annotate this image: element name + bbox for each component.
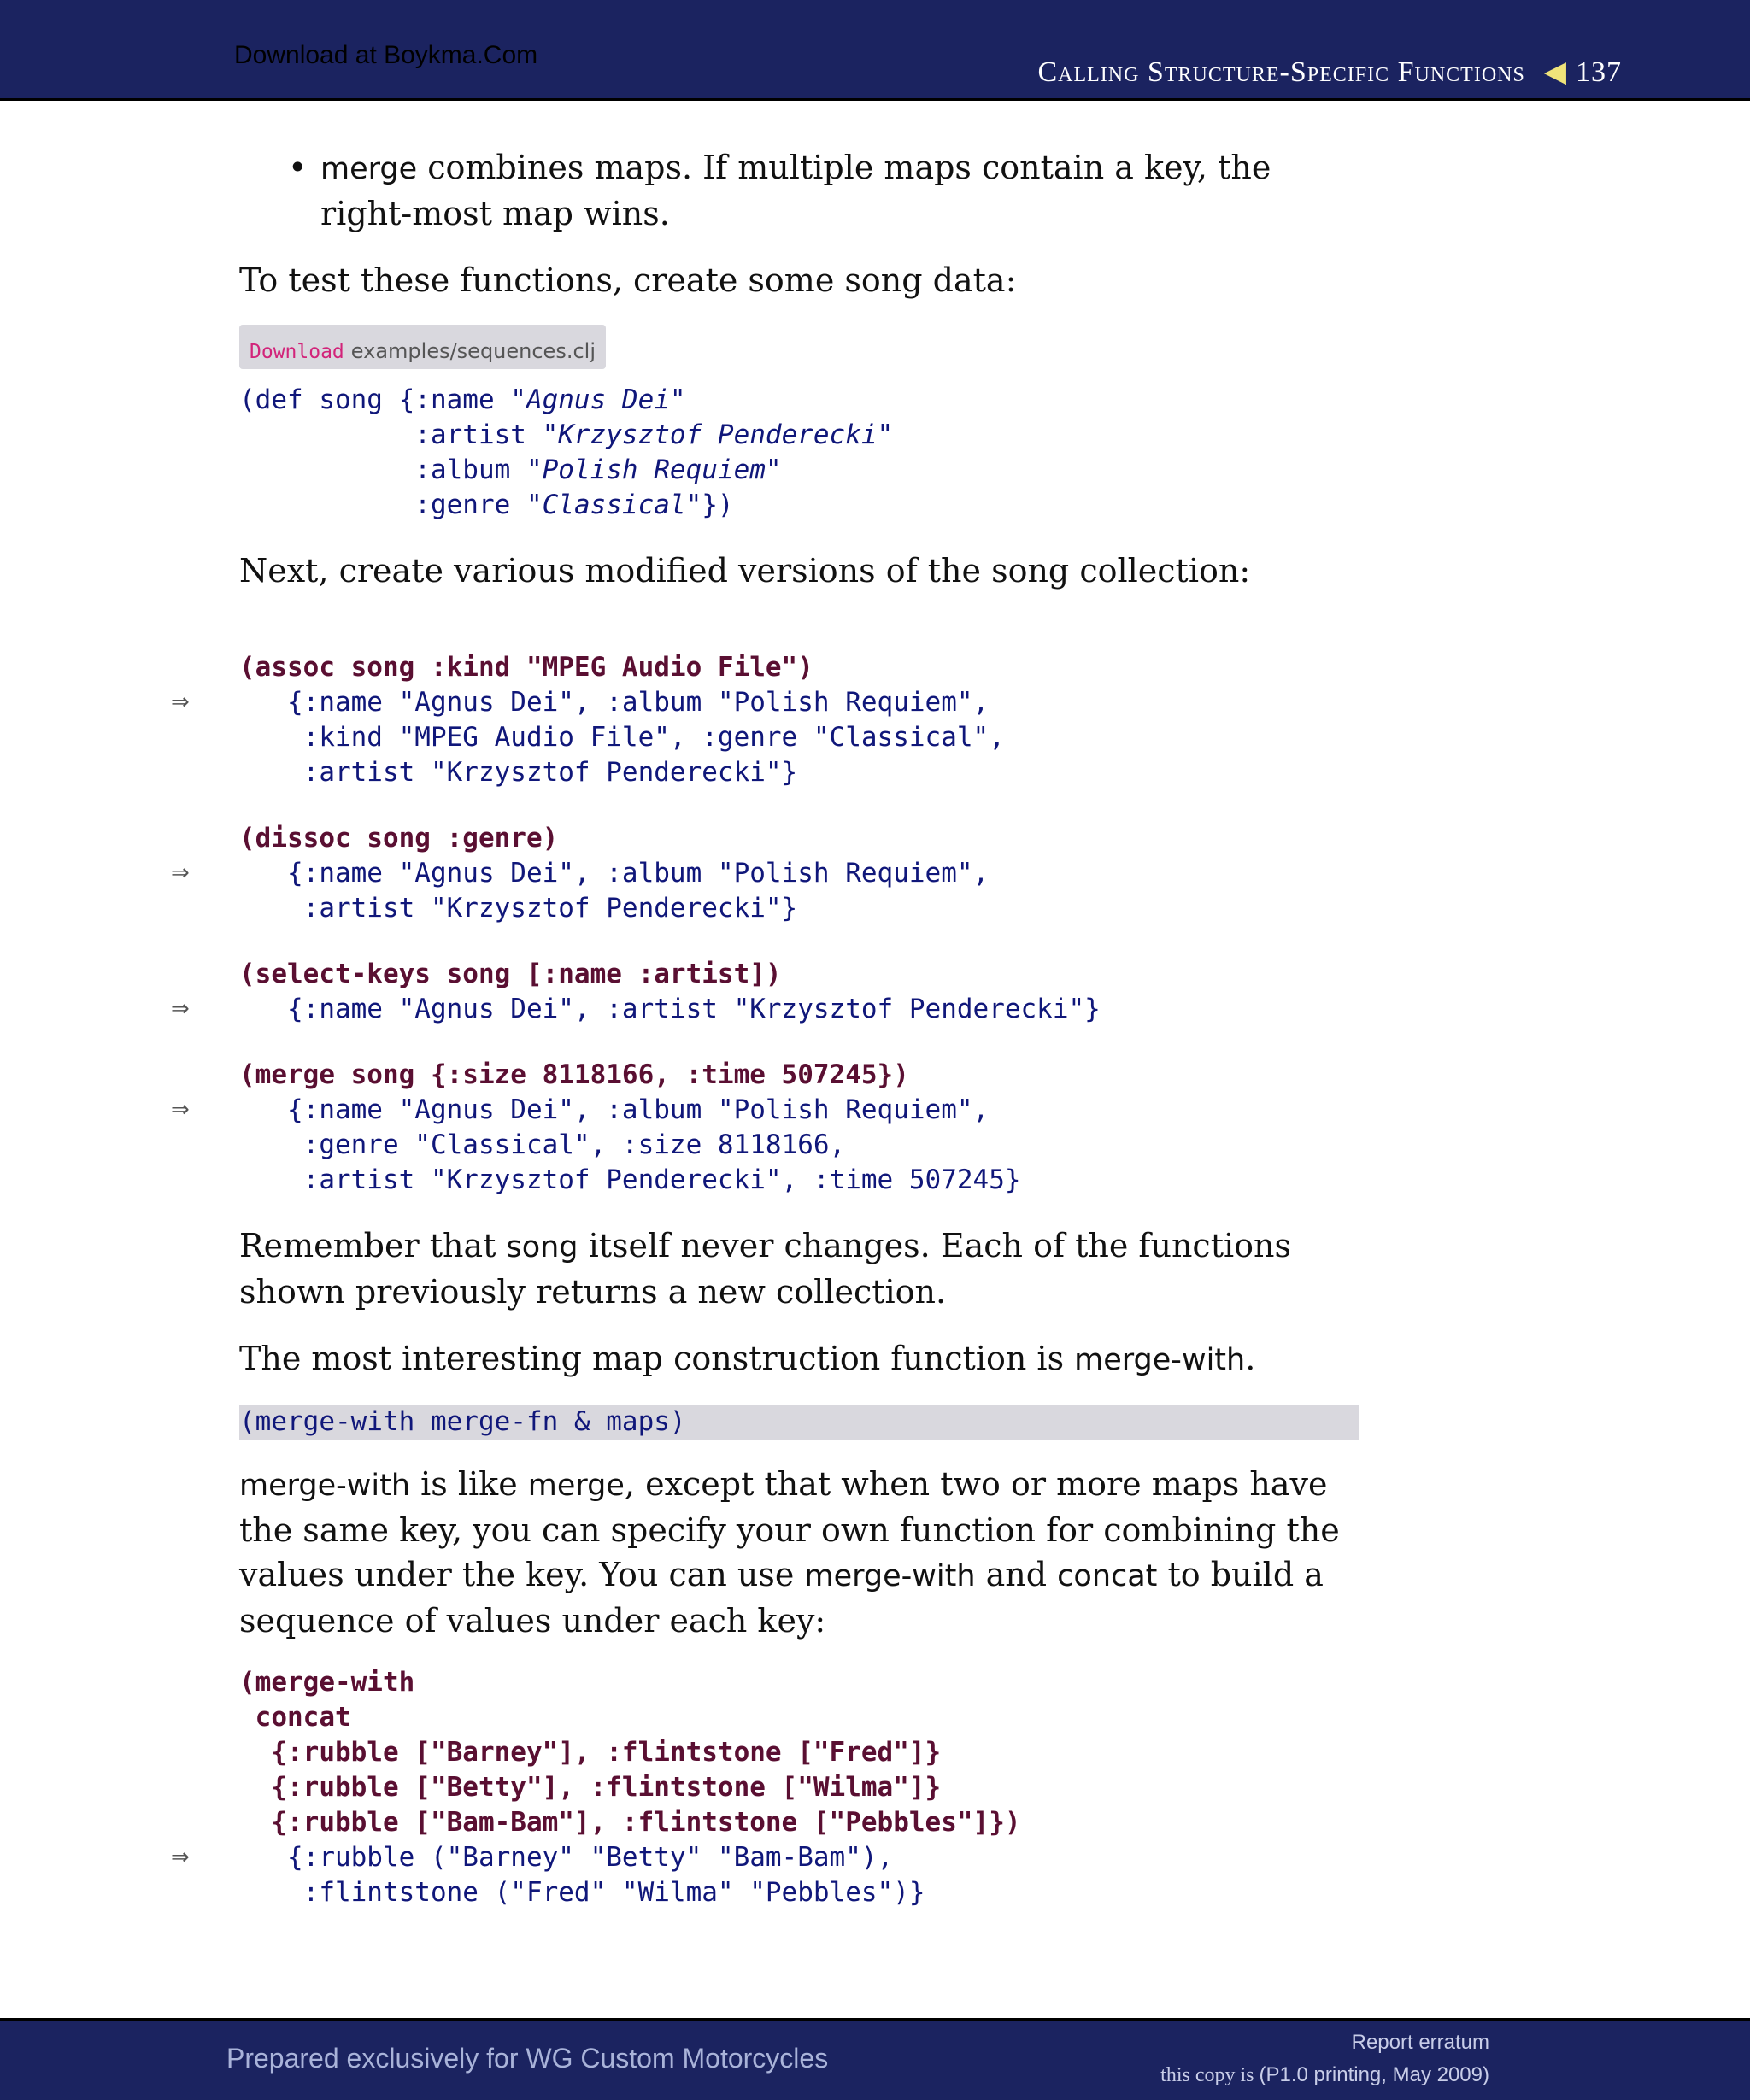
code-output: :kind "MPEG Audio File", :genre "Classical",: [239, 722, 1005, 753]
bullet-dot-icon: •: [288, 149, 308, 186]
prepared-for: Prepared exclusively for WG Custom Motorcycles: [226, 2043, 829, 2074]
result-arrow-icon: ⇒: [171, 996, 190, 1022]
code-input: (dissoc song :genre): [239, 823, 559, 853]
code-merge-with: [171, 1665, 1359, 1910]
printing-info: (P1.0 printing, May 2009): [1259, 2063, 1489, 2086]
bullet-text: combines maps. If multiple maps contain a key, the right-most map wins.: [320, 149, 1271, 232]
code-input: (assoc song :kind "MPEG Audio File"): [239, 652, 813, 683]
term-merge-with: merge-with: [804, 1559, 976, 1593]
text-run: .: [1245, 1340, 1256, 1377]
term-merge: merge: [527, 1469, 625, 1503]
text-run: The most interesting map construction function is: [239, 1340, 1075, 1377]
result-arrow-icon: ⇒: [171, 689, 190, 715]
function-signature: (merge-with merge-fn & maps): [239, 1405, 1359, 1440]
copy-info: [1160, 2063, 1489, 2087]
result-arrow-icon: ⇒: [171, 1097, 190, 1123]
code-def-song: [239, 383, 1359, 523]
download-banner[interactable]: Download at Boykma.Com: [234, 41, 538, 69]
copy-text: this copy is: [1160, 2064, 1260, 2086]
code-text: :genre: [239, 490, 526, 520]
page-body: [171, 145, 1359, 1936]
term-concat: concat: [1057, 1559, 1158, 1593]
result-arrow-icon: ⇒: [171, 860, 190, 886]
result-arrow-icon: ⇒: [171, 1845, 190, 1870]
term-merge-with: merge-with: [239, 1469, 411, 1503]
code-output: :artist "Krzysztof Penderecki", :time 507245}: [239, 1164, 1021, 1195]
code-string: "Agnus Dei": [510, 384, 686, 415]
example-merge: [171, 1058, 1359, 1198]
report-erratum-link[interactable]: Report erratum: [1351, 2031, 1489, 2054]
download-path: examples/sequences.clj: [350, 339, 596, 363]
code-output: :flintstone ("Fred" "Wilma" "Pebbles")}: [239, 1877, 925, 1908]
term-merge: merge: [320, 152, 418, 186]
page-footer: [0, 2018, 1750, 2100]
running-title: [1037, 55, 1622, 89]
code-input: concat: [239, 1702, 351, 1733]
code-string: "Classical": [526, 490, 702, 520]
text-run: Remember that: [239, 1227, 507, 1264]
code-text: }): [702, 490, 734, 520]
code-input: {:rubble ["Betty"], :flintstone ["Wilma"]}: [239, 1772, 942, 1803]
para-next: Next, create various modified versions of the song collection:: [239, 552, 1251, 590]
bullet-merge: [239, 145, 1359, 236]
para-remember: [239, 1223, 1359, 1314]
code-input: {:rubble ["Barney"], :flintstone ["Fred"]}: [239, 1737, 942, 1768]
example-dissoc: [171, 821, 1359, 926]
code-input: (select-keys song [:name :artist]): [239, 959, 782, 989]
code-examples: [171, 615, 1359, 1198]
code-text: :album: [239, 455, 526, 485]
code-output: {:name "Agnus Dei", :album "Polish Requiem",: [239, 1094, 990, 1125]
code-output: :artist "Krzysztof Penderecki"}: [239, 893, 798, 924]
code-output: :artist "Krzysztof Penderecki"}: [239, 757, 798, 788]
code-string: "Polish Requiem": [526, 455, 782, 485]
code-text: :artist: [239, 419, 543, 450]
code-input: (merge-with: [239, 1667, 415, 1698]
page-number: 137: [1576, 56, 1622, 88]
code-output: {:name "Agnus Dei", :artist "Krzysztof Penderecki"}: [239, 994, 1101, 1024]
code-output: :genre "Classical", :size 8118166,: [239, 1129, 846, 1160]
text-run: and: [975, 1556, 1058, 1593]
download-bar[interactable]: [239, 325, 606, 369]
example-select-keys: [171, 957, 1359, 1027]
para-merge-with: [239, 1462, 1359, 1643]
text-run: to build a sequence of values under each key:: [239, 1556, 1324, 1640]
previous-page-arrow-icon[interactable]: ◀: [1543, 56, 1567, 88]
example-assoc: [171, 650, 1359, 790]
chapter-title: Calling Structure-Specific Functions: [1037, 56, 1525, 88]
para-test: To test these functions, create some song data:: [239, 261, 1017, 299]
text-run: itself never changes. Each of the functions shown previously returns a new collection.: [239, 1227, 1291, 1311]
page-header: [0, 0, 1750, 101]
download-label[interactable]: Download: [250, 341, 344, 363]
code-output: {:rubble ("Barney" "Betty" "Bam-Bam"),: [239, 1842, 894, 1873]
para-most: [239, 1336, 1359, 1382]
text-run: is like: [410, 1465, 528, 1503]
code-input: {:rubble ["Bam-Bam"], :flintstone ["Pebbles"]}): [239, 1807, 1021, 1838]
term-merge-with: merge-with: [1074, 1343, 1246, 1377]
text-run: , except that when two or more maps have the same key, you can specify your own function for combining the values under the key. You can use: [239, 1465, 1340, 1593]
code-input: (merge song {:size 8118166, :time 507245}): [239, 1059, 909, 1090]
code-text: (def song {:name: [239, 384, 511, 415]
code-string: "Krzysztof Penderecki": [542, 419, 894, 450]
code-output: {:name "Agnus Dei", :album "Polish Requiem",: [239, 687, 990, 718]
code-output: {:name "Agnus Dei", :album "Polish Requiem",: [239, 858, 990, 889]
term-song: song: [506, 1230, 578, 1264]
